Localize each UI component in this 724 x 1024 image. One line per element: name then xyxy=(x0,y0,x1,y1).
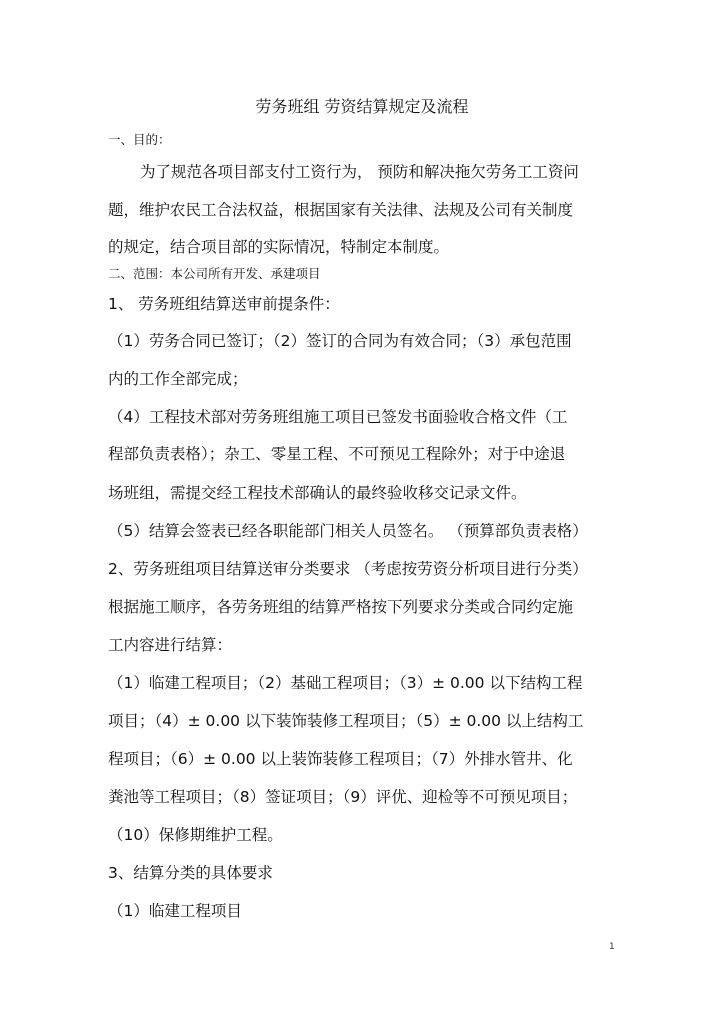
item3-heading: 3、结算分类的具体要求 xyxy=(108,864,273,882)
item1-line-6: （5）结算会签表已经各职能部门相关人员签名。 （预算部负责表格） xyxy=(108,522,588,540)
item2-line-3: （1）临建工程项目；（2）基础工程项目；（3）± 0.00 以下结构工程 xyxy=(108,674,583,692)
purpose-line-1: 为了规范各项目部支付工资行为， 预防和解决拖欠劳务工工资问 xyxy=(140,163,579,181)
purpose-line-2: 题，维护农民工合法权益，根据国家有关法律、法规及公司有关制度 xyxy=(108,201,574,219)
item2-line-2: 工内容进行结算： xyxy=(108,636,233,654)
document-title: 劳务班组 劳资结算规定及流程 xyxy=(255,97,469,116)
item1-heading: 1、 劳务班组结算送审前提条件： xyxy=(108,295,340,313)
item2-line-5: 程项目；（6）± 0.00 以上装饰装修工程项目；（7）外排水管井、化 xyxy=(108,750,573,768)
item1-line-3: （4）工程技术部对劳务班组施工项目已签发书面验收合格文件（工 xyxy=(108,408,568,426)
page-number: 1 xyxy=(609,942,615,952)
item2-line-4: 项目；（4）± 0.00 以下装饰装修工程项目；（5）± 0.00 以上结构工 xyxy=(108,712,584,730)
section-scope: 二、范围：本公司所有开发、承建项目 xyxy=(108,266,321,281)
purpose-line-3: 的规定，结合项目部的实际情况，特制定本制度。 xyxy=(108,238,450,256)
item2-line-1: 根据施工顺序，各劳务班组的结算严格按下列要求分类或合同约定施 xyxy=(108,598,574,616)
item1-line-5: 场班组，需提交经工程技术部确认的最终验收移交记录文件。 xyxy=(108,484,527,502)
section-purpose-heading: 一、目的： xyxy=(108,132,171,147)
item1-line-1: （1）劳务合同已签订；（2）签订的合同为有效合同；（3）承包范围 xyxy=(108,332,572,350)
item2-line-6: 粪池等工程项目；（8）签证项目；（9）评优、迎检等不可预见项目； xyxy=(108,788,578,806)
item2-line-7: （10）保修期维护工程。 xyxy=(108,826,283,844)
item1-line-2: 内的工作全部完成； xyxy=(108,370,248,388)
item3-sub1: （1）临建工程项目 xyxy=(108,902,242,920)
item2-heading: 2、劳务班组项目结算送审分类要求 （考虑按劳资分析项目进行分类） xyxy=(108,560,588,578)
item1-line-4: 程部负责表格）；杂工、零星工程、不可预见工程除外；对于中途退 xyxy=(108,445,566,463)
